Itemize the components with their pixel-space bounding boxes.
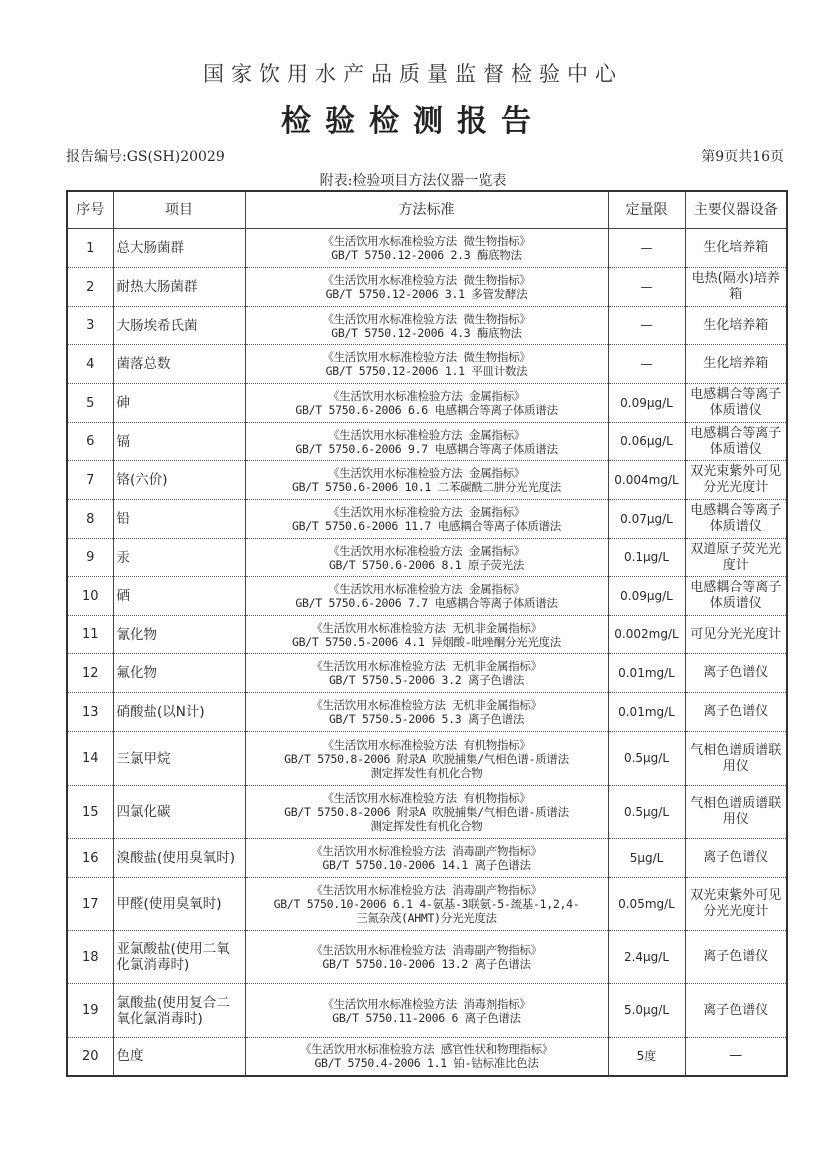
method-line: GB/T 5750.11-2006 6 离子色谱法 xyxy=(332,1010,521,1025)
table-title: 附表:检验项目方法仪器一览表 xyxy=(319,173,507,189)
row-number: 14 xyxy=(67,732,113,786)
method-line: 《生活饮用水标准检验方法 消毒副产物指标》 xyxy=(311,883,542,897)
method-line: 《生活饮用水标准检验方法 金属指标》 xyxy=(327,505,526,519)
quantification-limit: — xyxy=(608,345,685,384)
table-header-row xyxy=(67,191,787,229)
table-row xyxy=(67,693,787,732)
method-standard xyxy=(245,693,608,732)
method-line: 《生活饮用水标准检验方法 金属指标》 xyxy=(327,389,526,403)
quantification-limit: 5μg/L xyxy=(608,839,685,878)
method-line: GB/T 5750.10-2006 6.1 4-氨基-3联氨-5-巯基-1,2,4- xyxy=(273,897,580,911)
item-name: 氟化物 xyxy=(113,654,245,693)
item-name: 耐热大肠菌群 xyxy=(113,268,245,307)
method-line: 测定挥发性有机化合物 xyxy=(370,765,483,780)
quantification-limit: 0.5μg/L xyxy=(608,786,685,839)
quantification-limit: — xyxy=(608,268,685,307)
equipment: 电感耦合等离子体质谱仪 xyxy=(685,500,787,539)
method-line: 《生活饮用水标准检验方法 无机非金属指标》 xyxy=(311,698,542,712)
method-standard xyxy=(245,500,608,539)
method-standard xyxy=(245,577,608,616)
table-row xyxy=(67,345,787,384)
method-line: 《生活饮用水标准检验方法 无机非金属指标》 xyxy=(311,659,542,673)
row-number: 12 xyxy=(67,654,113,693)
item-name: 三氯甲烷 xyxy=(113,732,245,786)
quantification-limit: 5.0μg/L xyxy=(608,984,685,1038)
quantification-limit: — xyxy=(608,307,685,345)
equipment: 离子色谱仪 xyxy=(685,931,787,984)
method-line: GB/T 5750.6-2006 11.7 电感耦合等离子体质谱法 xyxy=(292,519,561,533)
quantification-limit: 0.09μg/L xyxy=(608,384,685,423)
row-number: 15 xyxy=(67,786,113,839)
item-name: 镉 xyxy=(113,423,245,461)
table-row xyxy=(67,229,787,268)
method-standard xyxy=(245,654,608,693)
method-line: GB/T 5750.5-2006 5.3 离子色谱法 xyxy=(328,712,525,726)
table-row xyxy=(67,839,787,878)
method-standard xyxy=(245,461,608,500)
equipment: 双光束紫外可见分光光度计 xyxy=(685,461,787,500)
method-line: GB/T 5750.5-2006 3.2 离子色谱法 xyxy=(328,673,525,687)
method-line: 《生活饮用水标准检验方法 金属指标》 xyxy=(327,543,526,558)
quantification-limit: 0.01mg/L xyxy=(608,654,685,693)
table-row xyxy=(67,786,787,839)
method-standard xyxy=(245,345,608,384)
item-name: 砷 xyxy=(113,384,245,423)
item-name: 菌落总数 xyxy=(113,345,245,384)
table-row xyxy=(67,1038,787,1076)
method-standard xyxy=(245,539,608,577)
quantification-limit: 0.07μg/L xyxy=(608,500,685,539)
row-number: 19 xyxy=(67,984,113,1038)
quantification-limit: 0.002mg/L xyxy=(608,616,685,654)
item-name: 氯酸盐(使用复合二氧化氯消毒时) xyxy=(113,984,245,1038)
row-number: 13 xyxy=(67,693,113,732)
item-name: 铬(六价) xyxy=(113,461,245,500)
method-line: GB/T 5750.5-2006 4.1 异烟酸-吡唑酮分光光度法 xyxy=(292,634,561,649)
organization-name: 国家饮用水产品质量监督检验中心 xyxy=(203,62,623,86)
table-row xyxy=(67,384,787,423)
report-number: 报告编号:GS(SH)20029 xyxy=(66,149,225,165)
item-name: 铅 xyxy=(113,500,245,539)
method-line: 《生活饮用水标准检验方法 金属指标》 xyxy=(327,466,526,480)
method-line: GB/T 5750.12-2006 4.3 酶底物法 xyxy=(331,325,522,340)
method-line: 《生活饮用水标准检验方法 有机物指标》 xyxy=(322,791,531,805)
quantification-limit: 0.09μg/L xyxy=(608,577,685,616)
equipment: 电感耦合等离子体质谱仪 xyxy=(685,423,787,461)
method-line: 《生活饮用水标准检验方法 有机物指标》 xyxy=(322,737,531,752)
method-line: 三氮杂茂(AHMT)分光光度法 xyxy=(356,911,497,925)
method-standard xyxy=(245,984,608,1038)
quantification-limit: 0.5μg/L xyxy=(608,732,685,786)
table-row xyxy=(67,878,787,931)
row-number: 1 xyxy=(67,229,113,268)
method-line: 《生活饮用水标准检验方法 消毒副产物指标》 xyxy=(311,943,542,957)
method-line: 《生活饮用水标准检验方法 微生物指标》 xyxy=(322,273,531,287)
method-line: GB/T 5750.10-2006 14.1 离子色谱法 xyxy=(322,858,531,872)
row-number: 10 xyxy=(67,577,113,616)
equipment: 可见分光光度计 xyxy=(685,616,787,654)
item-name: 总大肠菌群 xyxy=(113,229,245,268)
method-line: GB/T 5750.6-2006 9.7 电感耦合等离子体质谱法 xyxy=(295,441,558,456)
method-line: GB/T 5750.12-2006 3.1 多管发酵法 xyxy=(325,287,528,301)
item-name: 硒 xyxy=(113,577,245,616)
page-info: 第9页共16页 xyxy=(701,149,784,165)
method-standard xyxy=(245,229,608,268)
quantification-limit: 0.05mg/L xyxy=(608,878,685,931)
table-row xyxy=(67,931,787,984)
column-header: 方法标准 xyxy=(245,191,608,229)
report-title: 检验检测报告 xyxy=(281,104,545,139)
quantification-limit: — xyxy=(608,229,685,268)
method-line: GB/T 5750.8-2006 附录A 吹脱捕集/气相色谱-质谱法 xyxy=(284,751,569,766)
method-line: 《生活饮用水标准检验方法 金属指标》 xyxy=(327,582,526,596)
method-standard xyxy=(245,732,608,786)
method-standard xyxy=(245,384,608,423)
method-line: 《生活饮用水标准检验方法 微生物指标》 xyxy=(322,311,531,326)
item-name: 亚氯酸盐(使用二氧化氯消毒时) xyxy=(113,931,245,984)
method-standard xyxy=(245,839,608,878)
equipment: 电热(隔水)培养箱 xyxy=(685,268,787,307)
item-name: 四氯化碳 xyxy=(113,786,245,839)
row-number: 3 xyxy=(67,307,113,345)
column-header: 序号 xyxy=(67,191,113,229)
row-number: 2 xyxy=(67,268,113,307)
equipment: 生化培养箱 xyxy=(685,307,787,345)
method-line: GB/T 5750.12-2006 2.3 酶底物法 xyxy=(331,248,522,262)
equipment: 生化培养箱 xyxy=(685,229,787,268)
item-name: 汞 xyxy=(113,539,245,577)
table-row xyxy=(67,984,787,1038)
table-row xyxy=(67,423,787,461)
column-header: 项目 xyxy=(113,191,245,229)
method-standard xyxy=(245,786,608,839)
row-number: 17 xyxy=(67,878,113,931)
method-line: 《生活饮用水标准检验方法 金属指标》 xyxy=(327,427,526,442)
method-line: 《生活饮用水标准检验方法 微生物指标》 xyxy=(322,350,531,364)
method-standard xyxy=(245,878,608,931)
table-row xyxy=(67,307,787,345)
item-name: 甲醛(使用臭氧时) xyxy=(113,878,245,931)
row-number: 5 xyxy=(67,384,113,423)
equipment: 离子色谱仪 xyxy=(685,654,787,693)
method-standard xyxy=(245,268,608,307)
table-row xyxy=(67,539,787,577)
table-row xyxy=(67,500,787,539)
method-line: GB/T 5750.6-2006 7.7 电感耦合等离子体质谱法 xyxy=(295,596,558,610)
row-number: 6 xyxy=(67,423,113,461)
equipment: 双光束紫外可见分光光度计 xyxy=(685,878,787,931)
table-row xyxy=(67,268,787,307)
methods-table xyxy=(66,190,788,1077)
quantification-limit: 2.4μg/L xyxy=(608,931,685,984)
method-standard xyxy=(245,931,608,984)
equipment: 双道原子荧光光度计 xyxy=(685,539,787,577)
method-line: GB/T 5750.6-2006 6.6 电感耦合等离子体质谱法 xyxy=(295,403,558,417)
table-row xyxy=(67,461,787,500)
method-line: GB/T 5750.10-2006 13.2 离子色谱法 xyxy=(322,957,531,971)
method-line: GB/T 5750.6-2006 10.1 二苯碳酰二肼分光光度法 xyxy=(292,480,561,494)
column-header: 主要仪器设备 xyxy=(685,191,787,229)
row-number: 4 xyxy=(67,345,113,384)
equipment: 生化培养箱 xyxy=(685,345,787,384)
quantification-limit: 5度 xyxy=(608,1038,685,1076)
method-line: GB/T 5750.6-2006 8.1 原子荧光法 xyxy=(328,557,525,572)
item-name: 色度 xyxy=(113,1038,245,1076)
method-line: GB/T 5750.4-2006 1.1 铂-钴标准比色法 xyxy=(314,1056,539,1071)
method-line: 《生活饮用水标准检验方法 无机非金属指标》 xyxy=(311,620,542,635)
quantification-limit: 0.004mg/L xyxy=(608,461,685,500)
table-row xyxy=(67,654,787,693)
row-number: 11 xyxy=(67,616,113,654)
method-line: 测定挥发性有机化合物 xyxy=(370,819,483,833)
table-row xyxy=(67,577,787,616)
quantification-limit: 0.01mg/L xyxy=(608,693,685,732)
equipment: — xyxy=(685,1038,787,1076)
method-line: 《生活饮用水标准检验方法 消毒剂指标》 xyxy=(322,996,531,1011)
method-standard xyxy=(245,307,608,345)
table-row xyxy=(67,616,787,654)
item-name: 溴酸盐(使用臭氧时) xyxy=(113,839,245,878)
method-line: 《生活饮用水标准检验方法 消毒副产物指标》 xyxy=(311,844,542,858)
method-standard xyxy=(245,616,608,654)
method-line: 《生活饮用水标准检验方法 微生物指标》 xyxy=(322,234,531,248)
method-line: 《生活饮用水标准检验方法 感官性状和物理指标》 xyxy=(299,1042,554,1057)
equipment: 气相色谱质谱联用仪 xyxy=(685,786,787,839)
equipment: 气相色谱质谱联用仪 xyxy=(685,732,787,786)
method-standard xyxy=(245,423,608,461)
item-name: 硝酸盐(以N计) xyxy=(113,693,245,732)
equipment: 电感耦合等离子体质谱仪 xyxy=(685,577,787,616)
row-number: 18 xyxy=(67,931,113,984)
row-number: 9 xyxy=(67,539,113,577)
method-line: GB/T 5750.8-2006 附录A 吹脱捕集/气相色谱-质谱法 xyxy=(284,805,569,819)
item-name: 氰化物 xyxy=(113,616,245,654)
table-row xyxy=(67,732,787,786)
quantification-limit: 0.06μg/L xyxy=(608,423,685,461)
method-line: GB/T 5750.12-2006 1.1 平皿计数法 xyxy=(325,364,528,378)
column-header: 定量限 xyxy=(608,191,685,229)
equipment: 离子色谱仪 xyxy=(685,984,787,1038)
equipment: 电感耦合等离子体质谱仪 xyxy=(685,384,787,423)
equipment: 离子色谱仪 xyxy=(685,839,787,878)
equipment: 离子色谱仪 xyxy=(685,693,787,732)
row-number: 8 xyxy=(67,500,113,539)
row-number: 16 xyxy=(67,839,113,878)
item-name: 大肠埃希氏菌 xyxy=(113,307,245,345)
method-standard xyxy=(245,1038,608,1076)
quantification-limit: 0.1μg/L xyxy=(608,539,685,577)
row-number: 7 xyxy=(67,461,113,500)
row-number: 20 xyxy=(67,1038,113,1076)
